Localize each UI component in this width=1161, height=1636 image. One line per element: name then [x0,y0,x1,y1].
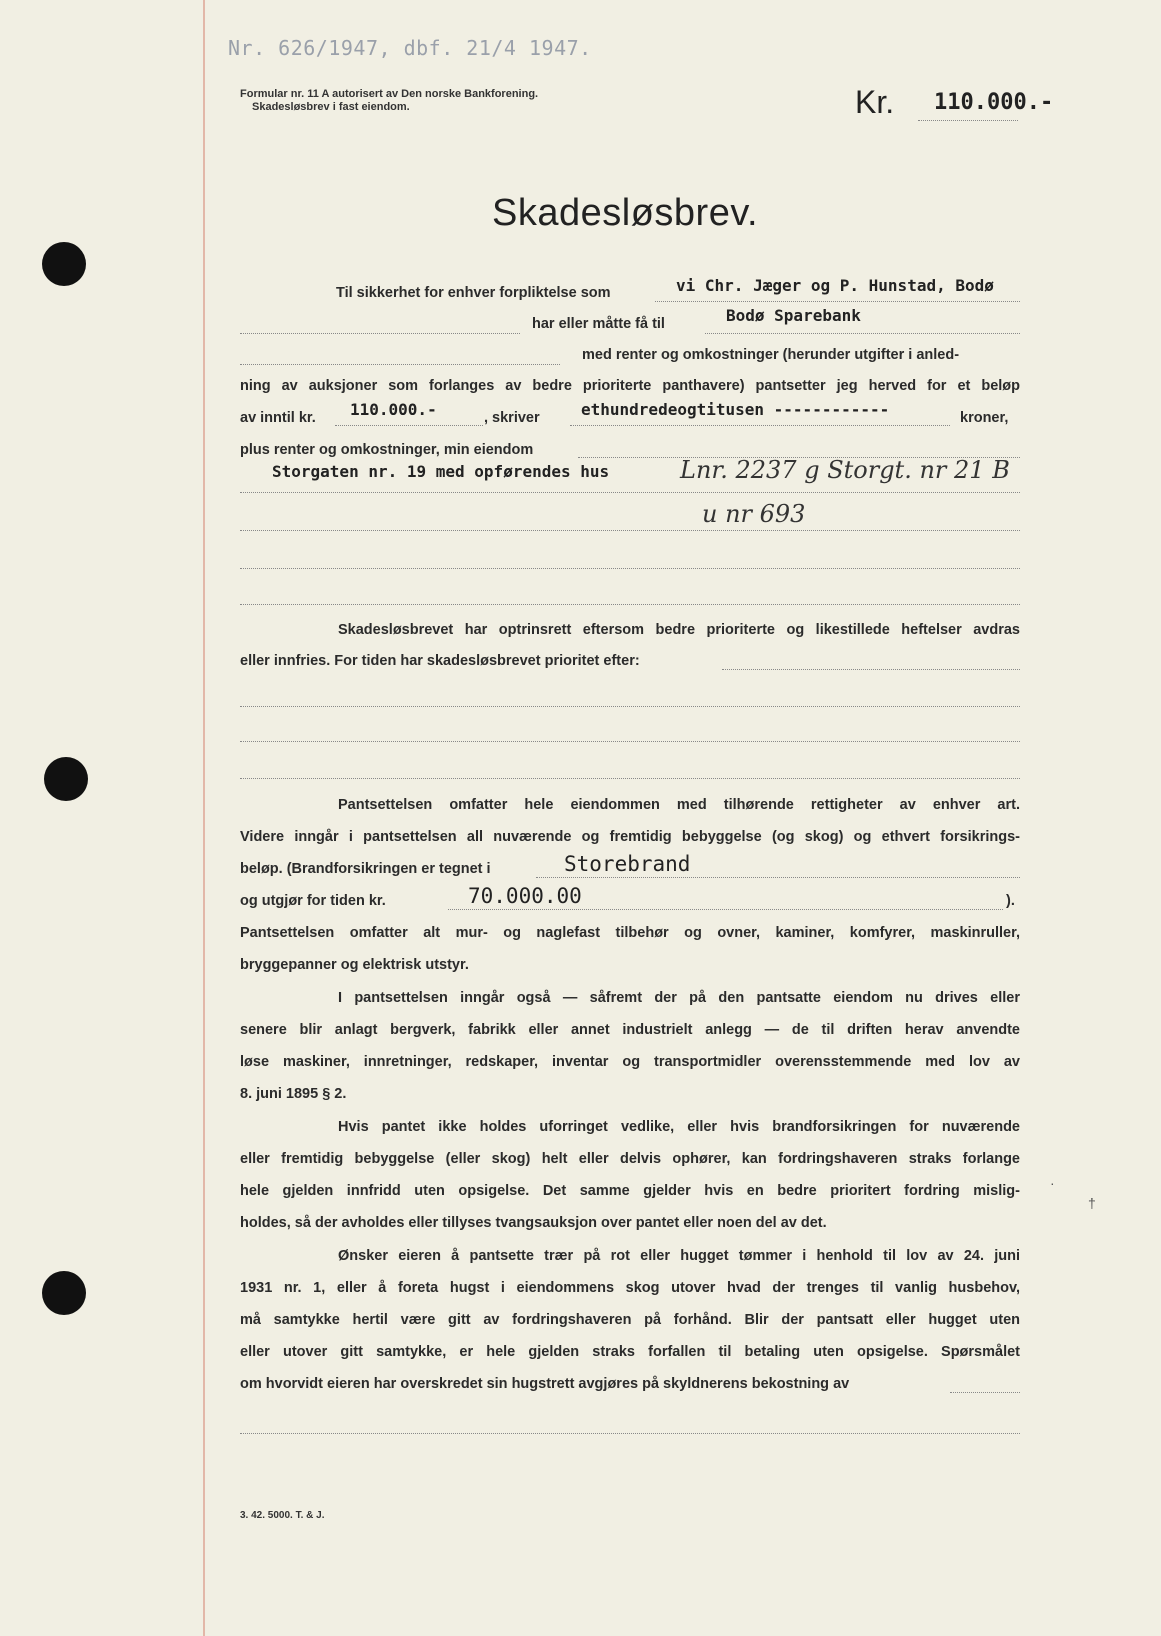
p1-line2-text: har eller måtte få til [532,316,665,332]
fill-line [240,1433,1020,1434]
p1-line5-post: kroner, [960,410,1009,426]
p6-line3: må samtykke hertil være gitt av fordringshaveren på forhånd. Blir der pantsatt eller hugget uten [240,1312,1020,1328]
p3-line2: Videre inngår i pantsettelsen all nuværende og fremtidig bebyggelse (og skog) og ethvert forsikrings- [240,829,1020,845]
fill-line [240,530,1020,531]
p5-line2: eller fremtidig bebyggelse (eller skog) helt eller delvis ophører, kan fordringshaveren straks forlange [240,1151,1020,1167]
fill-line [240,568,1020,569]
margin-mark: † [1088,1195,1096,1211]
form-notice-line1: Formular nr. 11 A autorisert av Den norske Bankforening. [240,88,539,100]
margin-mark: · [1050,1175,1055,1191]
p3-line4-post: ). [1006,893,1015,909]
p5-line4: holdes, så der avholdes eller tillyses tvangsauksjon over pantet eller noen del av det. [240,1215,827,1231]
fill-line [722,669,1020,670]
fill-line [705,333,1020,334]
document-title: Skadesløsbrev. [492,192,759,234]
fill-line [240,778,1020,779]
property-description: Storgaten nr. 19 med opførendes hus [272,462,610,481]
amount-dotline [918,120,1018,121]
form-notice-line2: Skadesløsbrev i fast eiendom. [252,101,410,113]
p6-line5: om hvorvidt eieren har overskredet sin hugstrett avgjøres på skyldnerens bekostning av [240,1376,850,1392]
handwritten-property-ref: Lnr. 2237 g Storgt. nr 21 B [680,456,1010,484]
insured-amount: 70.000.00 [468,884,582,908]
fill-line [240,364,560,365]
p6-line2: 1931 nr. 1, eller å foreta hugst i eiendommens skog utover hvad der trenges til vanlig husbehov, [240,1280,1020,1296]
amount-figures: 110.000.- [350,400,437,419]
fill-line [240,604,1020,605]
amount-label: Kr. [855,84,895,120]
p5-line1: Hvis pantet ikke holdes uforringet vedlike, eller hvis brandforsikringen for nuværende [338,1119,1020,1135]
fill-line [240,492,1020,493]
insurer-name: Storebrand [564,852,691,876]
punch-hole [42,1271,86,1315]
fill-line [950,1392,1020,1393]
p1-line5-pre: av inntil kr. [240,410,316,426]
p1-line6: plus renter og omkostninger, min eiendom [240,442,534,458]
fill-line [448,909,1003,910]
p2-line1: Skadesløsbrevet har optrinsrett eftersom bedre prioriterte og likestillede heftelser avdras [338,622,1020,638]
p4-line4: 8. juni 1895 § 2. [240,1086,347,1102]
fill-line [240,706,1020,707]
p1-line1-text: Til sikkerhet for enhver forpliktelse som [336,285,611,301]
fill-line [335,425,483,426]
punch-hole [44,757,88,801]
creditor-name: Bodø Sparebank [726,306,861,325]
p1-line4: ning av auksjoner som forlanges av bedre prioriterte panthavere) pantsetter jeg herved for et beløp [240,378,1020,394]
p4-line2: senere blir anlagt bergverk, fabrikk eller annet industrielt anlegg — de til driften herav anvendte [240,1022,1020,1038]
p6-line1: Ønsker eieren å pantsette trær på rot eller hugget tømmer i henhold til lov av 24. juni [338,1248,1020,1264]
print-code: 3. 42. 5000. T. & J. [240,1510,325,1521]
p3-line6: bryggepanner og elektrisk utstyr. [240,957,469,973]
p2-line2: eller innfries. For tiden har skadesløsbrevet prioritet efter: [240,653,640,669]
punch-hole [42,242,86,286]
p4-line3: løse maskiner, innretninger, redskaper, inventar og transportmidler overensstemmende med lov av [240,1054,1020,1070]
p3-line4-pre: og utgjør for tiden kr. [240,893,386,909]
fill-line [570,425,950,426]
p4-line1: I pantsettelsen inngår også — såfremt der på den pantsatte eiendom nu drives eller [338,990,1020,1006]
p3-line1: Pantsettelsen omfatter hele eiendommen med tilhørende rettigheter av enhver art. [338,797,1020,813]
p6-line4: eller utover gitt samtykke, er hele gjelden straks forfallen til betaling uten opsigelse. Spørsmålet [240,1344,1020,1360]
p5-line3: hele gjelden innfridd uten opsigelse. Det samme gjelder hvis en bedre prioritert fordring mislig- [240,1183,1020,1199]
amount-words: ethundredeogtitusen ------------ [581,400,890,419]
handwritten-property-no: u nr 693 [702,500,806,528]
fill-line [240,333,520,334]
amount-value: 110.000.- [934,90,1054,115]
reference-stamp: Nr. 626/1947, dbf. 21/4 1947. [228,36,592,60]
p1-line5-mid: , skriver [484,410,540,426]
fill-line [536,877,1020,878]
p1-line3: med renter og omkostninger (herunder utgifter i anled- [582,347,960,363]
margin-rule [203,0,205,1636]
fill-line [655,301,1020,302]
p3-line3-pre: beløp. (Brandforsikringen er tegnet i [240,861,491,877]
p3-line5: Pantsettelsen omfatter alt mur- og naglefast tilbehør og ovner, kaminer, komfyrer, maskinruller, [240,925,1020,941]
debtor-name: vi Chr. Jæger og P. Hunstad, Bodø [676,276,994,295]
fill-line [240,741,1020,742]
